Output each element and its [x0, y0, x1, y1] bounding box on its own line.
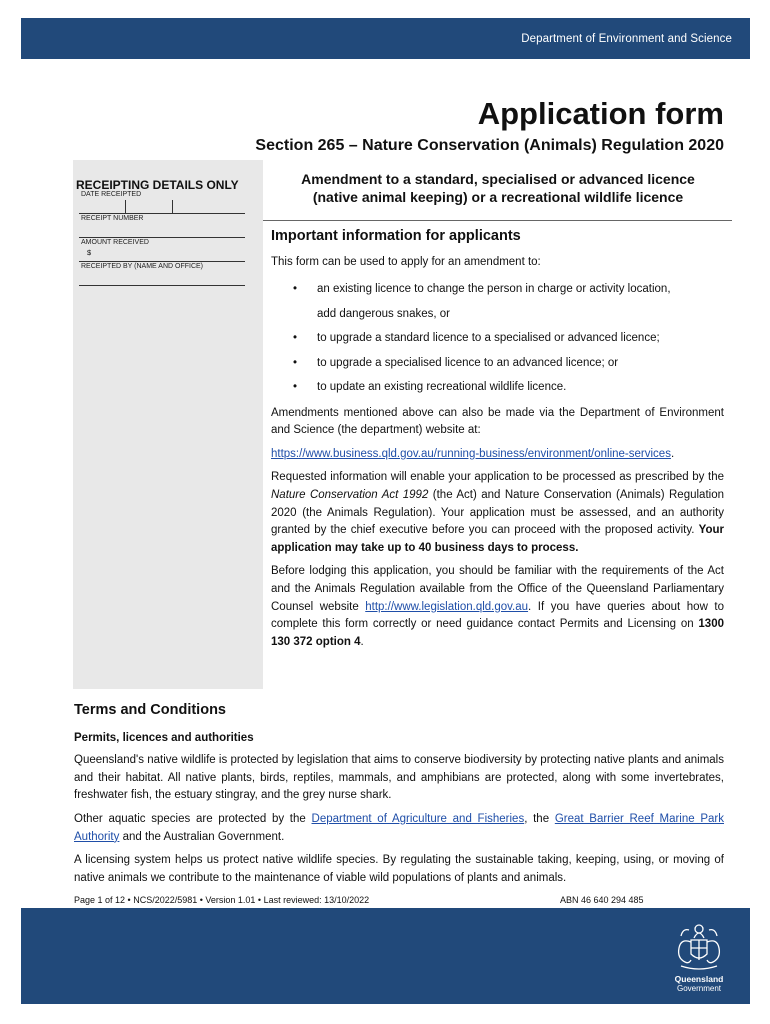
date-separator	[172, 200, 173, 214]
list-item-continuation: add dangerous snakes, or	[317, 307, 450, 320]
online-services-link[interactable]: https://www.business.qld.gov.au/running-business/environment/online-services	[271, 447, 671, 460]
amendment-title-line2: (native animal keeping) or a recreational wildlife licence	[312, 189, 684, 205]
list-item: • to update an existing recreational wildlife licence.	[271, 375, 724, 400]
terms-section	[74, 702, 724, 893]
agriculture-fisheries-link[interactable]: Department of Agriculture and Fisheries	[311, 812, 525, 825]
footer-band	[21, 908, 750, 1004]
amendment-list	[271, 277, 724, 400]
page-title: Application form	[477, 96, 724, 131]
processing-paragraph: Requested information will enable your application to be processed as prescribed by the Nature Conservation Act 1992 (the Act) and Nature Conservation (Animals) Regulation 2020 (the Animals Regulation). Your application must be assessed, and an authority granted by the chief executive before you can proceed with the proposed activity. Your application may take up to 40 business days to process.	[271, 471, 724, 554]
receipt-number-label: RECEIPT NUMBER	[81, 215, 144, 222]
currency-symbol: $	[87, 248, 92, 257]
section-divider	[263, 220, 732, 221]
list-item: • to upgrade a specialised licence to an advanced licence; or	[271, 351, 724, 376]
receipting-panel	[73, 160, 263, 689]
legislation-link[interactable]: http://www.legislation.qld.gov.au	[365, 600, 529, 613]
queensland-government-logo	[669, 918, 729, 998]
bullet-icon: •	[293, 381, 298, 394]
amendment-title-line1: Amendment to a standard, specialised or advanced licence	[301, 171, 695, 187]
amount-received-label: AMOUNT RECEIVED	[81, 239, 149, 246]
date-receipted-label: DATE RECEIPTED	[81, 191, 142, 198]
amendment-title	[270, 170, 726, 206]
lodging-paragraph: Before lodging this application, you should be familiar with the requirements of the Act and the Animals Regulation available from the Office of the Queensland Parliamentary Counsel website http://www.legislation.qld.gov.au. If you have queries about how to complete this form correctly or need guidance contact Permits and Licensing on 1300 130 372 option 4.	[271, 565, 724, 648]
contact-phone: 1300 130 372 option 4	[271, 618, 724, 648]
receipted-by-line[interactable]	[79, 285, 245, 286]
list-item: • to upgrade a standard licence to a specialised or advanced licence;	[271, 326, 724, 351]
online-services-paragraph: https://www.business.qld.gov.au/running-business/environment/online-services.	[271, 447, 675, 460]
logo-line1: Queensland	[674, 974, 724, 984]
receipt-number-line[interactable]	[79, 237, 245, 238]
page-subtitle: Section 265 – Nature Conservation (Animals) Regulation 2020	[255, 137, 724, 154]
receipted-by-label: RECEIPTED BY (NAME AND OFFICE)	[81, 263, 203, 270]
amount-received-line[interactable]	[79, 261, 245, 262]
receipting-heading: RECEIPTING DETAILS ONLY	[76, 178, 239, 192]
logo-line2: Government	[676, 984, 722, 993]
list-item: • an existing licence to change the person in charge or activity location,	[271, 277, 724, 302]
footer-abn: ABN 46 640 294 485	[560, 895, 644, 905]
important-heading: Important information for applicants	[271, 228, 521, 244]
header-band	[21, 18, 750, 59]
important-info-section	[271, 228, 724, 657]
terms-paragraph-1: Queensland's native wildlife is protected by legislation that aims to conserve biodiversity by protecting native plants and animals and their habitat. All native plants, birds, reptiles, mammals, and amphibians are protected, along with some invertebrates, freshwater fish, the estuary stingray, and the grey nurse shark.	[74, 754, 724, 802]
footer-page-info: Page 1 of 12 • NCS/2022/5981 • Version 1.01 • Last reviewed: 13/10/2022	[74, 895, 370, 905]
coat-of-arms-icon	[673, 918, 725, 974]
website-paragraph: Amendments mentioned above can also be made via the Department of Environment and Science (the department) website at:	[271, 406, 724, 437]
processing-time: Your application may take up to 40 business days to process.	[271, 524, 724, 554]
date-receipted-line[interactable]	[79, 213, 245, 214]
terms-paragraph-3: A licensing system helps us protect native wildlife species. By regulating the sustainable taking, keeping, using, or moving of native animals we contribute to the maintenance of viable wild populations of plants and animals.	[74, 854, 724, 884]
bullet-icon: •	[293, 283, 298, 296]
terms-paragraph-2: Other aquatic species are protected by the Department of Agriculture and Fisheries, the Great Barrier Reef Marine Park Authority and the Australian Government.	[74, 812, 725, 843]
bullet-icon: •	[293, 356, 298, 369]
permits-subheading: Permits, licences and authorities	[74, 731, 254, 744]
bullet-icon: •	[293, 332, 298, 345]
important-intro: This form can be used to apply for an amendment to:	[271, 255, 541, 268]
date-separator	[125, 200, 126, 214]
terms-heading: Terms and Conditions	[74, 702, 226, 718]
act-name: Nature Conservation Act 1992	[271, 489, 429, 502]
reef-authority-link[interactable]: Great Barrier Reef Marine Park Authority	[74, 812, 725, 843]
department-name: Department of Environment and Science	[521, 33, 732, 45]
